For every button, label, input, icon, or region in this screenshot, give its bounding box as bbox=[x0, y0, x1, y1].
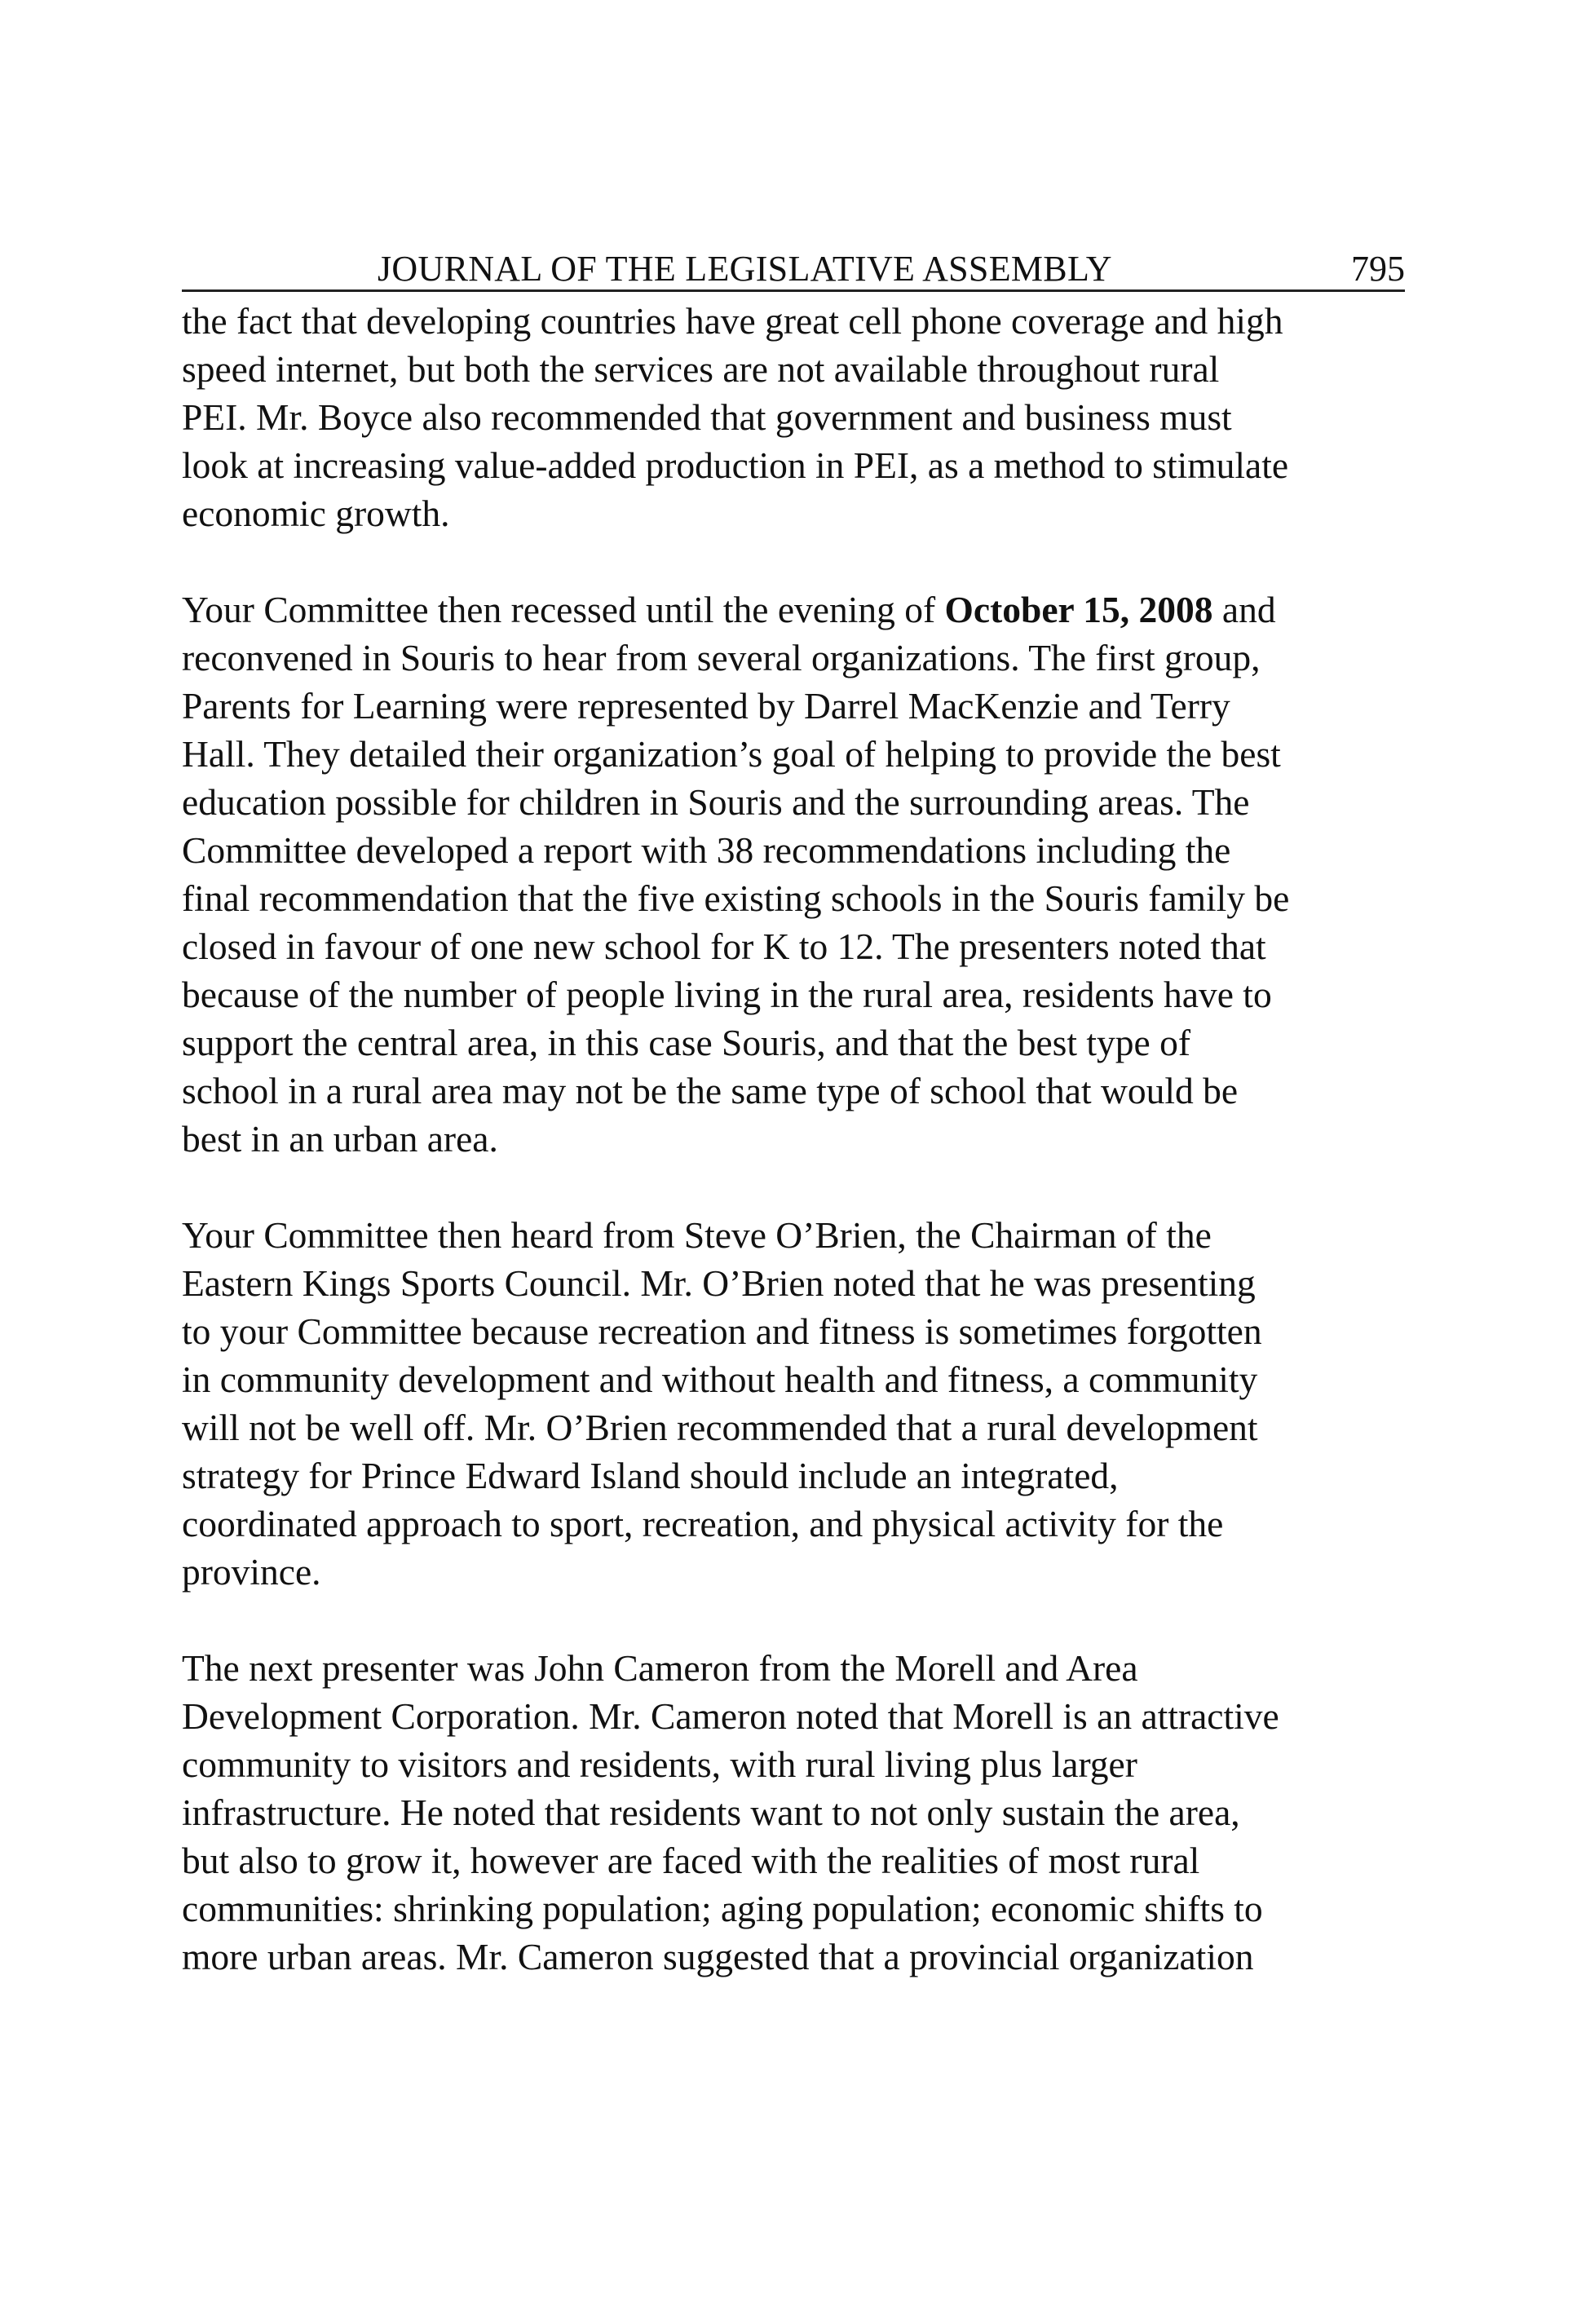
text-line: coordinated approach to sport, recreation, and physical activity for the bbox=[182, 1503, 1224, 1544]
paragraph-boyce-recommendations bbox=[182, 297, 1405, 537]
journal-title: JOURNAL OF THE LEGISLATIVE ASSEMBLY bbox=[378, 249, 1112, 289]
text-line: final recommendation that the five existing schools in the Souris family be bbox=[182, 877, 1290, 919]
text-line: best in an urban area. bbox=[182, 1118, 498, 1160]
running-header bbox=[182, 249, 1405, 292]
text-line: to your Committee because recreation and fitness is sometimes forgotten bbox=[182, 1310, 1262, 1352]
text-line: Your Committee then heard from Steve O’Brien, the Chairman of the bbox=[182, 1214, 1212, 1256]
text-line: economic growth. bbox=[182, 493, 450, 534]
journal-page bbox=[182, 249, 1405, 2029]
paragraph-morell-development bbox=[182, 1644, 1405, 1981]
text-line: the fact that developing countries have great cell phone coverage and high bbox=[182, 300, 1283, 342]
text-line: in community development and without health and fitness, a community bbox=[182, 1359, 1258, 1400]
page-number: 795 bbox=[1351, 249, 1405, 289]
text-line: Parents for Learning were represented by Darrel MacKenzie and Terry bbox=[182, 685, 1230, 727]
text-line: community to visitors and residents, with rural living plus larger bbox=[182, 1743, 1137, 1785]
body-text bbox=[182, 297, 1405, 1981]
text-line: education possible for children in Souris and the surrounding areas. The bbox=[182, 781, 1250, 823]
text-line: look at increasing value-added production in PEI, as a method to stimulate bbox=[182, 444, 1289, 486]
text-line: strategy for Prince Edward Island should include an integrated, bbox=[182, 1455, 1119, 1496]
text-line: Committee developed a report with 38 recommendations including the bbox=[182, 829, 1231, 871]
text-line: will not be well off. Mr. O’Brien recommended that a rural development bbox=[182, 1407, 1258, 1448]
text-line: Hall. They detailed their organization’s goal of helping to provide the best bbox=[182, 733, 1281, 775]
paragraph-parents-for-learning bbox=[182, 585, 1405, 1163]
paragraph-sports-council bbox=[182, 1211, 1405, 1596]
text-line: infrastructure. He noted that residents want to not only sustain the area, bbox=[182, 1792, 1240, 1833]
text-line: speed internet, but both the services are not available throughout rural bbox=[182, 348, 1220, 390]
text-line: but also to grow it, however are faced with the realities of most rural bbox=[182, 1840, 1200, 1881]
text-line: support the central area, in this case Souris, and that the best type of bbox=[182, 1022, 1190, 1063]
text-line: closed in favour of one new school for K to 12. The presenters noted that bbox=[182, 926, 1266, 967]
text-line: communities: shrinking population; aging population; economic shifts to bbox=[182, 1888, 1263, 1929]
text-fragment: and bbox=[1212, 589, 1276, 630]
text-line: The next presenter was John Cameron from the Morell and Area bbox=[182, 1647, 1138, 1689]
text-line: province. bbox=[182, 1551, 321, 1593]
text-line: school in a rural area may not be the same type of school that would be bbox=[182, 1070, 1239, 1111]
text-line: Eastern Kings Sports Council. Mr. O’Brien noted that he was presenting bbox=[182, 1262, 1256, 1304]
text-line: reconvened in Souris to hear from several organizations. The first group, bbox=[182, 637, 1261, 678]
text-line: Development Corporation. Mr. Cameron noted that Morell is an attractive bbox=[182, 1695, 1279, 1737]
text-line: more urban areas. Mr. Cameron suggested that a provincial organization bbox=[182, 1936, 1254, 1977]
text-line: because of the number of people living in the rural area, residents have to bbox=[182, 974, 1272, 1015]
text-line: PEI. Mr. Boyce also recommended that government and business must bbox=[182, 396, 1232, 438]
text-fragment: Your Committee then recessed until the evening of bbox=[182, 589, 945, 630]
meeting-date: October 15, 2008 bbox=[944, 589, 1213, 630]
text-line-with-date bbox=[182, 585, 1405, 634]
